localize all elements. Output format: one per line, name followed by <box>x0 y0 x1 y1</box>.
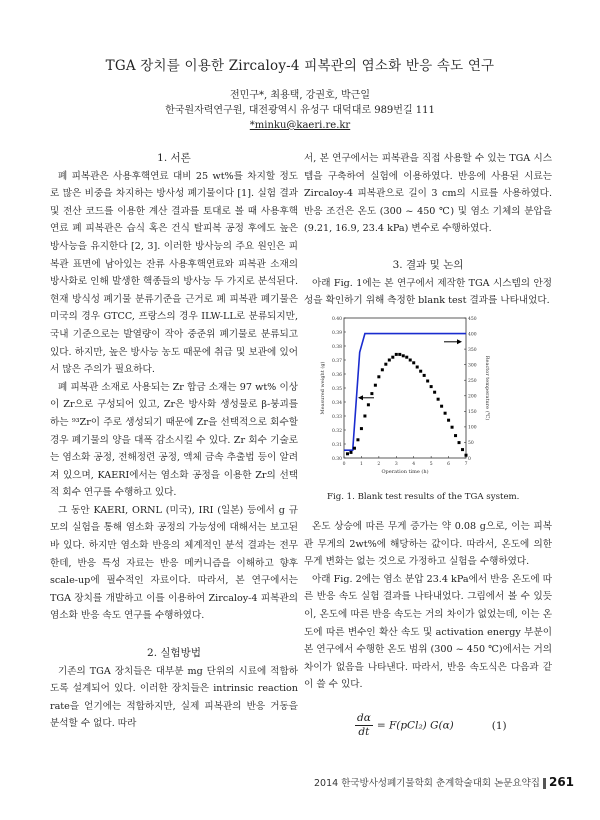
y-tick-label: 0.40 <box>331 316 342 322</box>
right-column <box>304 150 552 310</box>
weight-data-point <box>447 419 450 422</box>
y-tick-label: 0.35 <box>331 386 342 392</box>
y-tick-label: 0.37 <box>331 358 342 364</box>
equation-rhs: = F(pCl₂) G(α) <box>376 719 454 732</box>
section-heading-intro: 1. 서론 <box>157 152 191 164</box>
page-footer <box>314 775 574 789</box>
weight-data-point <box>398 353 401 356</box>
y2-tick-label: 400 <box>468 332 477 338</box>
equation-denominator: dt <box>358 726 370 738</box>
weight-data-point <box>409 359 412 362</box>
arrow-right-head <box>457 339 462 344</box>
y-tick-label: 0.36 <box>331 372 342 378</box>
weight-data-point <box>433 391 436 394</box>
footer-divider <box>543 778 546 789</box>
temperature-series-line <box>344 334 466 451</box>
y2-tick-label: 50 <box>468 441 474 447</box>
x-tick-label: 0 <box>342 462 346 467</box>
weight-data-point <box>370 392 373 395</box>
paragraph-results-2: 온도 상승에 따른 무게 증가는 약 0.08 g으로, 이는 피복관 무게의 2wt%에 해당하는 값이다. 따라서, 온도에 의한 무게 변화는 없는 것으로 가정하고 실험을 수행하였다. <box>304 521 552 568</box>
y2-axis-label: Reactor temperature (℃) <box>484 355 490 421</box>
x-tick-label: 4 <box>412 462 416 467</box>
left-column <box>50 150 298 733</box>
weight-data-point <box>423 374 426 377</box>
weight-data-point <box>395 353 398 356</box>
author-block <box>0 88 600 133</box>
weight-data-point <box>405 356 408 359</box>
equation-fraction <box>355 712 373 739</box>
y2-tick-label: 150 <box>468 410 477 416</box>
author-names: 전민구*, 최용택, 강권호, 박근일 <box>230 90 370 101</box>
weight-data-point <box>353 447 356 450</box>
y-tick-label: 0.33 <box>331 414 342 420</box>
weight-data-point <box>374 384 377 387</box>
right-column-lower <box>304 518 552 694</box>
weight-data-point <box>384 363 387 366</box>
weight-data-point <box>388 359 391 362</box>
x-tick-label: 7 <box>464 462 468 467</box>
y-tick-label: 0.32 <box>331 428 342 434</box>
x-axis-label: Operation time (h) <box>381 469 429 475</box>
y2-tick-label: 250 <box>468 379 477 385</box>
author-affiliation: 한국원자력연구원, 대전광역시 유성구 대덕대로 989번길 111 <box>165 105 435 116</box>
paragraph-intro-2: 폐 피복관 소재로 사용되는 Zr 합금 소재는 97 wt% 이상이 Zr으로 구성되어 있고, Zr은 방사화 생성물로 β-붕괴를 하는 ⁹³Zr이 주로 생성되기 때문에 Zr을 선택적으로 회수할 경우 폐기물의 양을 대폭 감소시킬 수 있다. Zr 회수 기술로는 염소화 공정, 전해정련 공정, 액체 금속 추출법 등이 알려져 있으며, KAERI에서는 염소화 공정을 이용한 Zr의 선택적 회수 연구를 수행하고 있다. <box>50 381 298 499</box>
weight-data-point <box>367 403 370 406</box>
y2-tick-label: 450 <box>468 316 477 322</box>
weight-data-point <box>451 426 454 429</box>
weight-data-point <box>430 385 433 388</box>
weight-data-point <box>437 398 440 401</box>
weight-data-point <box>402 354 405 357</box>
weight-data-point <box>440 405 443 408</box>
weight-data-point <box>377 375 380 378</box>
paragraph-intro-1: 폐 피복관은 사용후핵연료 대비 25 wt%를 차지할 정도로 많은 비중을 차지하는 방사성 폐기물이다 [1]. 실험 결과 및 전산 코드를 이용한 계산 결과를 토대로 볼 때 사용후핵연료 폐 피복관은 습식 혹은 건식 탈피복 공정 후에도 높은 방사능을 유지한다 [2, 3]. 이러한 방사능의 주요 원인은 피복관 표면에 남아있는 잔류 사용후핵연료와 피복관 소재의 방사화로 인해 발생한 핵종들의 방사능 두 가지로 분석된다. 현재 방식성 폐기물 분류기준을 근거로 폐 피복관 폐기물은 미국의 경우 GTCC, 프랑스의 경우 ILW-LL로 분류되지만, 국내 기준으로는 발열량이 작아 중준위 폐기물로 분류되고 있다. 하지만, 높은 방사능 농도 때문에 취급 및 보관에 있어서 많은 주의가 필요하다. <box>50 170 298 376</box>
weight-data-point <box>391 356 394 359</box>
x-tick-label: 3 <box>394 462 398 467</box>
x-tick-label: 5 <box>429 462 433 467</box>
figure-caption: Fig. 1. Blank test results of the TGA system. <box>327 492 520 502</box>
y-tick-label: 0.39 <box>331 330 342 336</box>
x-tick-label: 1 <box>359 462 363 467</box>
weight-data-point <box>465 454 468 457</box>
section-heading-method: 2. 실험방법 <box>147 647 201 660</box>
plot-frame <box>344 318 466 458</box>
weight-data-point <box>356 438 359 441</box>
y2-tick-label: 200 <box>468 394 477 400</box>
paragraph-method-1: 기존의 TGA 장치들은 대부분 mg 단위의 시료에 적합하도록 설계되어 있다. 이러한 장치들은 intrinsic reaction rate을 얻기에는 적합하지만, 실제 피복관의 반응 거동을 분석할 수 없다. 따라 <box>50 665 298 730</box>
paragraph-method-2: 서, 본 연구에서는 피복관을 직접 사용할 수 있는 TGA 시스템을 구축하여 실험에 이용하였다. 반응에 사용된 시료는 Zircaloy-4 피복관으로 길이 3 cm의 시료를 사용하였다. 반응 조건은 온도 (300 ~ 450 ℃) 및 염소 기체의 분압을(9.21, 16.9, 23.4 kPa) 변수로 수행하였다. <box>304 153 552 235</box>
arrow-left-head <box>358 395 363 400</box>
equation-numerator: dα <box>357 712 371 724</box>
weight-data-point <box>360 427 363 430</box>
y-tick-label: 0.34 <box>331 400 342 406</box>
page-number: 261 <box>548 775 575 789</box>
equation-number: (1) <box>491 719 507 732</box>
paragraph-results-3: 아래 Fig. 2에는 염소 분압 23.4 kPa에서 반응 온도에 따른 반응 속도 실험 결과를 나타내었다. 그림에서 볼 수 있듯이, 온도에 따른 반응 속도는 거의 차이가 없었는데, 이는 온도에 따른 변수인 확산 속도 및 activation energy 부분이 본 연구에서 수행한 온도 범위 (300 ~ 450 ℃)에서는 거의 차이가 없음을 나타낸다. 따라서, 반응 속도식은 다음과 같이 쓸 수 있다. <box>304 573 552 691</box>
weight-data-point <box>412 361 415 364</box>
paragraph-results-1: 아래 Fig. 1에는 본 연구에서 제작한 TGA 시스템의 안정성을 확인하기 위해 측정한 blank test 결과를 나타내었다. <box>304 277 552 307</box>
weight-data-point <box>426 380 429 383</box>
weight-data-point <box>444 412 447 415</box>
weight-data-point <box>454 434 457 437</box>
weight-data-point <box>461 448 464 451</box>
paragraph-intro-3: 그 동안 KAERI, ORNL (미국), IRI (일본) 등에서 g 규모의 실험을 통해 염소화 공정의 가능성에 대해서는 보고된 바 있다. 하지만 염소화 반응의 체계적인 분석 결과는 전무한데, 반응 특성 자료는 반응 메커니즘을 이해하고 향후 scale-up에 필수적인 자료이다. 따라서, 본 연구에서는 TGA 장치를 개발하고 이를 이용하여 Zircaloy-4 피복관의 염소화 반응 속도 연구를 수행하였다. <box>50 504 298 622</box>
footer-text: 2014 한국방사성폐기물학회 춘계학술대회 논문요약집 <box>314 778 540 789</box>
x-tick-label: 2 <box>377 462 381 467</box>
y2-tick-label: 0 <box>468 456 471 462</box>
y-axis-label: Measured weight (g) <box>320 361 326 415</box>
y2-tick-label: 350 <box>468 347 477 353</box>
section-heading-results: 3. 결과 및 논의 <box>392 258 464 271</box>
y-tick-label: 0.30 <box>331 456 342 462</box>
blank-test-chart <box>310 310 495 480</box>
paper-title: TGA 장치를 이용한 Zircaloy-4 피복관의 염소화 반응 속도 연구 <box>105 58 495 74</box>
figure-1 <box>310 310 495 480</box>
weight-data-point <box>349 451 352 454</box>
author-email[interactable]: *minku@kaeri.re.kr <box>249 120 351 131</box>
y-tick-label: 0.38 <box>331 344 342 350</box>
weight-data-point <box>363 415 366 418</box>
weight-data-point <box>381 368 384 371</box>
y2-tick-label: 100 <box>468 425 477 431</box>
y2-tick-label: 300 <box>468 363 477 369</box>
y-tick-label: 0.31 <box>331 442 342 448</box>
weight-data-point <box>419 370 422 373</box>
weight-data-point <box>416 366 419 369</box>
weight-data-point <box>458 441 461 444</box>
x-tick-label: 6 <box>447 462 451 467</box>
weight-data-point <box>346 452 349 455</box>
equation-1 <box>355 712 507 739</box>
